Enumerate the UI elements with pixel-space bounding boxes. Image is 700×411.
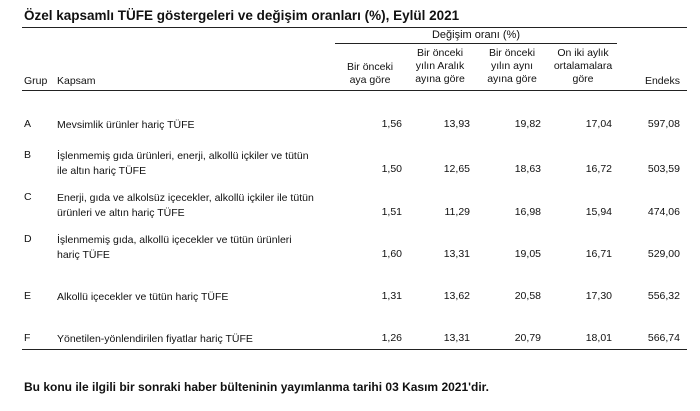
row-kapsam-line: ürünleri ve altın hariç TÜFE (57, 207, 185, 219)
col-header-avg12 (547, 47, 619, 86)
col-header-monthly-line1: Bir önceki (346, 61, 394, 73)
row-annual: 20,58 (514, 290, 541, 302)
row-kapsam-line: Alkollü içecekler ve tütün hariç TÜFE (57, 291, 229, 303)
col-header-avg12-line2: ortalamalara (553, 60, 613, 72)
row-annual: 16,98 (514, 206, 541, 218)
row-endeks: 597,08 (647, 118, 680, 130)
row-monthly: 1,56 (381, 118, 402, 130)
row-december: 12,65 (443, 163, 470, 175)
row-monthly: 1,60 (381, 248, 402, 260)
row-kapsam (57, 233, 332, 263)
row-endeks: 529,00 (647, 248, 680, 260)
row-kapsam (57, 191, 332, 221)
row-december: 11,29 (444, 206, 470, 218)
row-kapsam-line: İşlenmemiş gıda, alkollü içecekler ve tütün ürünleri (57, 234, 292, 246)
row-kapsam-line: hariç TÜFE (57, 249, 110, 261)
row-december: 13,31 (443, 248, 470, 260)
row-grup: E (24, 290, 32, 302)
col-header-december-line2: yılın Aralık (415, 60, 465, 72)
row-kapsam (57, 149, 332, 179)
row-avg12: 16,71 (585, 248, 612, 260)
row-kapsam (57, 118, 332, 133)
row-annual: 19,82 (514, 118, 541, 130)
row-kapsam-line: Enerji, gıda ve alkolsüz içecekler, alkollü içkiler ile tütün (57, 192, 314, 204)
change-group-rule (335, 43, 617, 44)
row-annual: 19,05 (514, 248, 541, 260)
row-grup: C (24, 191, 32, 203)
col-header-december-line3: ayına göre (415, 73, 465, 85)
col-header-monthly-line2: aya göre (349, 74, 391, 86)
header-rule (22, 90, 687, 91)
col-header-monthly (335, 61, 405, 87)
col-header-grup: Grup (24, 75, 48, 87)
row-endeks: 503,59 (647, 163, 680, 175)
row-grup: B (24, 149, 32, 161)
row-monthly: 1,26 (381, 332, 402, 344)
col-header-annual (477, 47, 547, 86)
row-kapsam-line: Yönetilen-yönlendirilen fiyatlar hariç TÜFE (57, 333, 253, 345)
row-annual: 20,79 (514, 332, 541, 344)
bottom-rule (22, 349, 687, 350)
row-grup: D (24, 233, 32, 245)
row-kapsam (57, 332, 332, 347)
row-avg12: 16,72 (585, 163, 612, 175)
row-december: 13,62 (443, 290, 470, 302)
row-grup: F (24, 332, 31, 344)
col-header-annual-line1: Bir önceki (488, 47, 536, 59)
row-december: 13,31 (443, 332, 470, 344)
row-avg12: 17,30 (585, 290, 612, 302)
row-endeks: 474,06 (647, 206, 680, 218)
footer-note: Bu konu ile ilgili bir sonraki haber bülteninin yayımlanma tarihi 03 Kasım 2021'dir. (24, 380, 489, 394)
row-grup: A (24, 118, 32, 130)
table-title: Özel kapsamlı TÜFE göstergeleri ve değişim oranları (%), Eylül 2021 (24, 8, 460, 23)
row-kapsam-line: ile altın hariç TÜFE (57, 165, 147, 177)
row-avg12: 18,01 (585, 332, 612, 344)
col-header-kapsam: Kapsam (57, 75, 96, 87)
row-monthly: 1,31 (381, 290, 402, 302)
row-monthly: 1,50 (381, 163, 402, 175)
col-header-december (405, 47, 475, 86)
row-kapsam (57, 290, 332, 305)
col-header-december-line1: Bir önceki (416, 47, 464, 59)
row-avg12: 15,94 (585, 206, 612, 218)
row-monthly: 1,51 (381, 206, 402, 218)
col-header-annual-line2: yılın aynı (490, 60, 534, 72)
row-kapsam-line: İşlenmemiş gıda ürünleri, enerji, alkollü içkiler ve tütün (57, 150, 309, 162)
row-endeks: 556,32 (647, 290, 680, 302)
col-header-avg12-line3: göre (572, 73, 594, 85)
row-endeks: 566,74 (647, 332, 680, 344)
row-annual: 18,63 (514, 163, 541, 175)
row-avg12: 17,04 (585, 118, 612, 130)
col-header-endeks: Endeks (644, 75, 680, 87)
row-december: 13,93 (443, 118, 470, 130)
change-group-header: Değişim oranı (%) (431, 29, 521, 41)
row-kapsam-line: Mevsimlik ürünler hariç TÜFE (57, 119, 195, 131)
col-header-avg12-line1: On iki aylık (557, 47, 609, 59)
col-header-annual-line3: ayına göre (487, 73, 537, 85)
top-rule (22, 27, 687, 28)
